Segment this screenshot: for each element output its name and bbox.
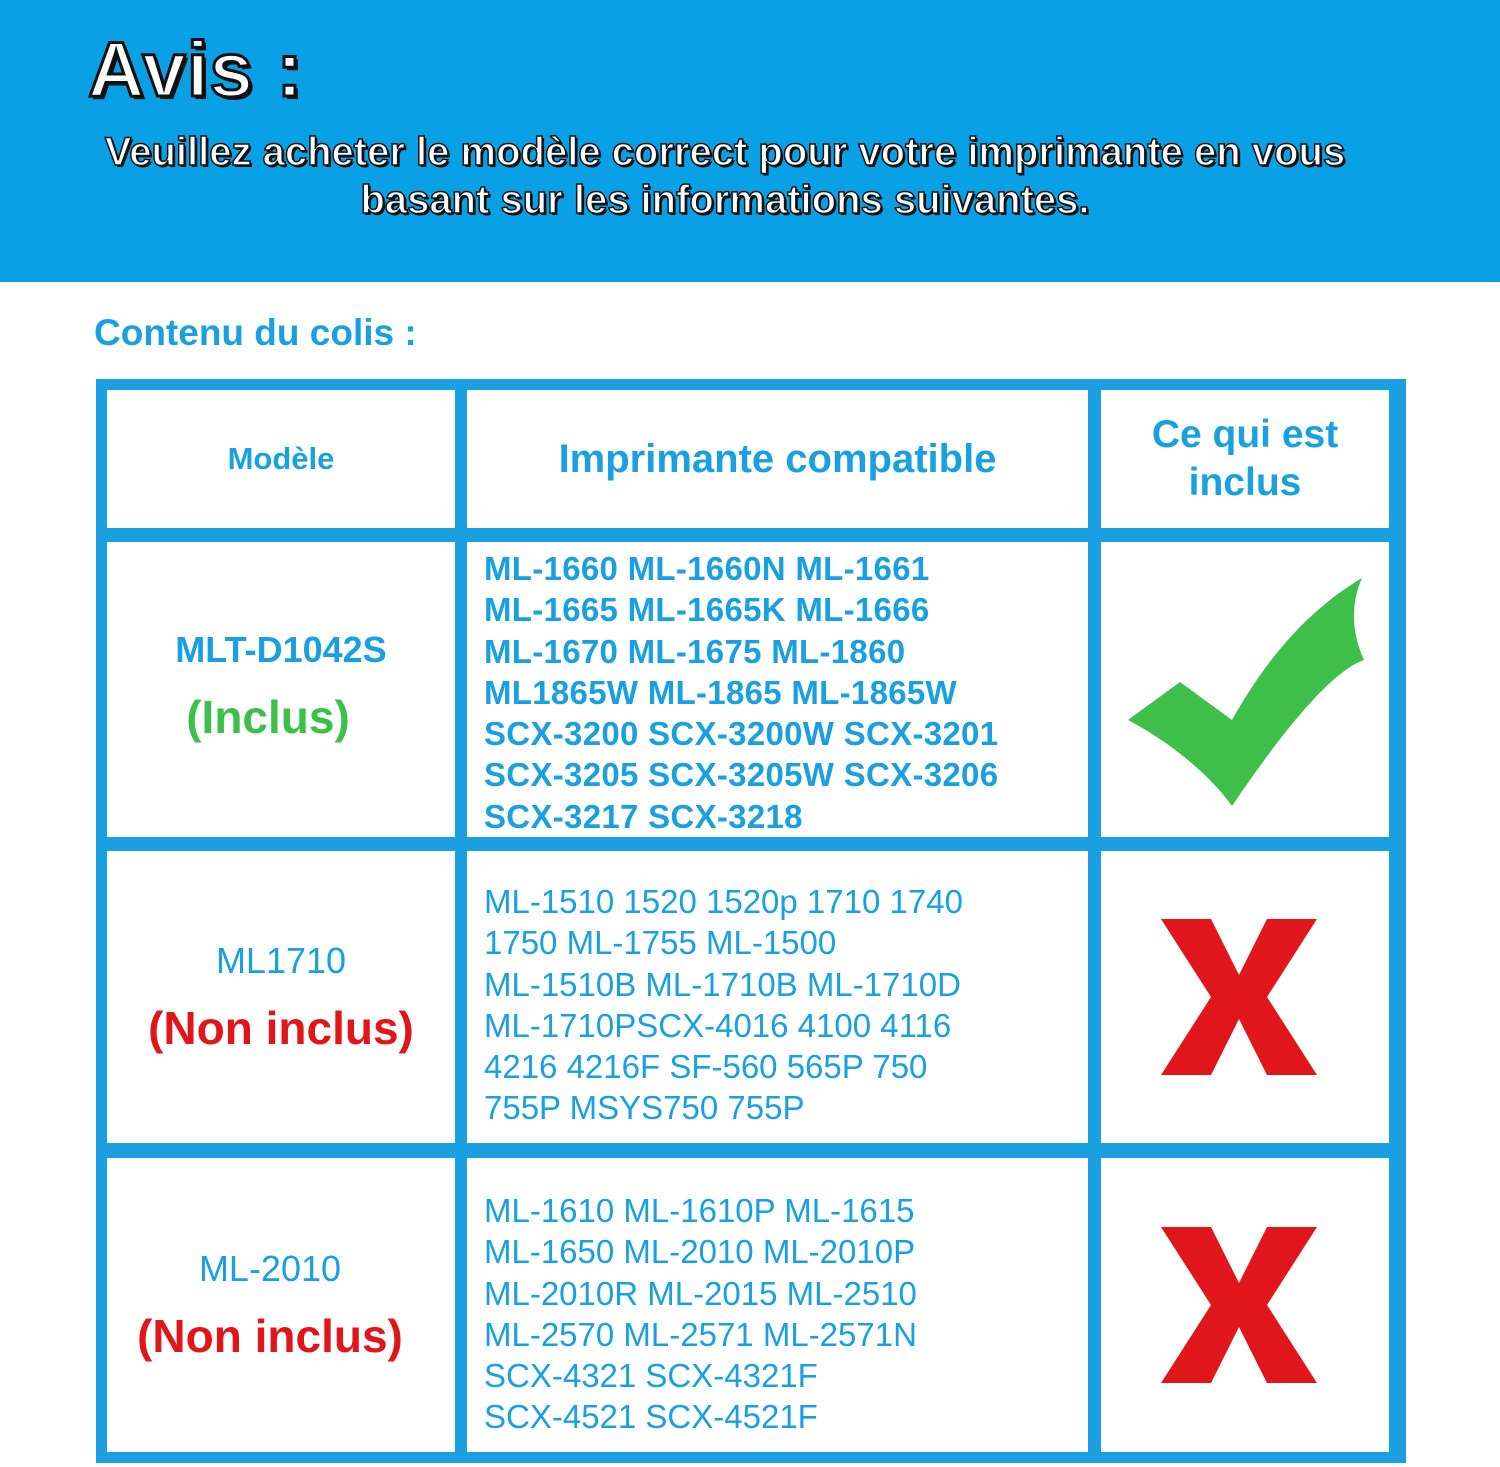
table-row-3-printers bbox=[467, 1158, 1088, 1452]
printer-list-line: ML-2010R ML-2015 ML-2510 bbox=[484, 1274, 917, 1312]
model-status-not-included: (Non inclus) bbox=[148, 1002, 414, 1054]
printer-list-line: 1750 ML-1755 ML-1500 bbox=[484, 924, 837, 962]
notice-message bbox=[60, 128, 1390, 224]
printer-list-line: SCX-3217 SCX-3218 bbox=[484, 797, 803, 835]
package-contents-title: Contenu du colis : bbox=[94, 312, 417, 353]
header-included-line-1: Ce qui est bbox=[1151, 413, 1339, 456]
printer-list-line: ML-1710PSCX-4016 4100 4116 bbox=[484, 1006, 952, 1044]
printer-list-line: ML-1650 ML-2010 ML-2010P bbox=[484, 1233, 916, 1271]
cross-icon bbox=[1159, 1225, 1319, 1385]
printer-list-line: 755P MSYS750 755P bbox=[484, 1089, 805, 1127]
table-row-1-printers bbox=[467, 542, 1088, 837]
model-block bbox=[148, 940, 414, 1054]
table-row-2-included bbox=[1101, 851, 1389, 1143]
notice-message-line-2: basant sur les informations suivantes. bbox=[360, 178, 1090, 222]
compatibility-table bbox=[96, 379, 1406, 1463]
printer-list-line: ML-1665 ML-1665K ML-1666 bbox=[484, 591, 930, 629]
printer-list bbox=[484, 881, 963, 1129]
printer-list-line: SCX-3200 SCX-3200W SCX-3201 bbox=[484, 715, 999, 753]
table-row-3-model bbox=[107, 1158, 455, 1452]
printer-list-line: ML-2570 ML-2571 ML-2571N bbox=[484, 1315, 917, 1353]
header-included bbox=[1101, 390, 1389, 528]
table-row-1-model bbox=[107, 542, 455, 837]
model-name: ML-2010 bbox=[198, 1248, 342, 1289]
model-block bbox=[175, 628, 387, 743]
header-compatible-label: Imprimante compatible bbox=[558, 436, 997, 481]
printer-list-line: 4216 4216F SF-560 565P 750 bbox=[484, 1048, 928, 1086]
header-compatible bbox=[467, 390, 1088, 528]
check-icon bbox=[1120, 570, 1370, 810]
printer-list-line: SCX-4321 SCX-4321F bbox=[484, 1357, 818, 1395]
printer-list-line: ML-1670 ML-1675 ML-1860 bbox=[484, 632, 906, 670]
printer-list bbox=[484, 548, 998, 837]
header-model bbox=[107, 390, 455, 528]
printer-list-line: ML-1660 ML-1660N ML-1661 bbox=[484, 550, 930, 587]
notice-title: Avis : bbox=[88, 25, 304, 113]
printer-list-line: ML-1510 1520 1520p 1710 1740 bbox=[484, 883, 963, 920]
printer-list-line: ML1865W ML-1865 ML-1865W bbox=[484, 673, 957, 711]
printer-list-line: SCX-4521 SCX-4521F bbox=[484, 1398, 818, 1436]
table-row-2-printers bbox=[467, 851, 1088, 1143]
printer-list-line: ML-1510B ML-1710B ML-1710D bbox=[484, 965, 961, 1003]
table-row-2-model bbox=[107, 851, 455, 1143]
table-row-1-included bbox=[1101, 542, 1389, 837]
model-status-not-included: (Non inclus) bbox=[137, 1310, 403, 1362]
printer-list-line: ML-1610 ML-1610P ML-1615 bbox=[484, 1192, 915, 1229]
model-status-included: (Inclus) bbox=[186, 690, 350, 743]
model-block bbox=[137, 1248, 403, 1362]
header-model-label: Modèle bbox=[227, 441, 335, 476]
printer-list-line: SCX-3205 SCX-3205W SCX-3206 bbox=[484, 756, 999, 794]
cross-icon bbox=[1159, 917, 1319, 1077]
header-included-line-2: inclus bbox=[1188, 461, 1302, 504]
notice-message-line-1: Veuillez acheter le modèle correct pour votre imprimante en vous bbox=[104, 130, 1346, 174]
table-row-3-included bbox=[1101, 1158, 1389, 1452]
model-name: MLT-D1042S bbox=[175, 628, 387, 670]
printer-list bbox=[484, 1190, 917, 1438]
notice-banner bbox=[0, 0, 1500, 282]
model-name: ML1710 bbox=[215, 940, 347, 981]
header-included-label bbox=[1152, 411, 1338, 507]
